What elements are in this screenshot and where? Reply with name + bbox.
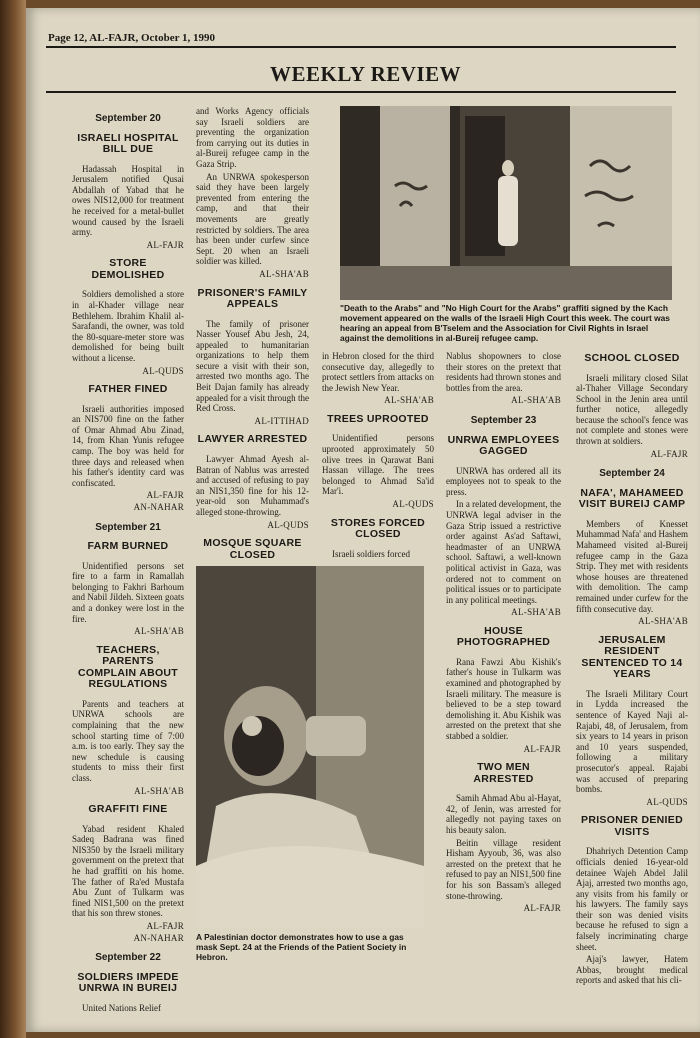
article-source: AL-QUDS bbox=[646, 796, 688, 807]
graffiti-photo bbox=[340, 106, 672, 300]
article-source: AN-NAHAR bbox=[133, 932, 184, 943]
article-source: AL-FAJR bbox=[650, 448, 688, 459]
article-source: AL-FAJR bbox=[523, 743, 561, 754]
article-text: Israeli soldiers forced bbox=[332, 548, 410, 559]
article-source: AL-FAJR bbox=[146, 920, 184, 931]
article-headline: TWO MEN ARRESTED bbox=[473, 761, 534, 785]
article-source: AL-SHA'AB bbox=[511, 395, 561, 406]
article-headline: FATHER FINED bbox=[88, 383, 168, 396]
book-binding bbox=[0, 0, 26, 1038]
article-source: AL-FAJR bbox=[146, 490, 184, 501]
article-headline: STORES FORCED CLOSED bbox=[330, 516, 426, 541]
article-text: UNRWA has ordered all its employees not to speak to the press. bbox=[446, 465, 561, 497]
article-text: United Nations Relief bbox=[82, 1002, 161, 1013]
article-text: and Works Agency officials say Israeli soldiers are preventing the organization from carrying out its duties in al-Bureij refugee camp in the Gaza Strip. bbox=[196, 106, 309, 169]
article-source: AL-SHA'AB bbox=[259, 268, 309, 279]
column-5 bbox=[576, 345, 688, 988]
article-text: Lawyer Ahmad Ayesh al-Batran of Nablus was arrested and accused of refusing to pay an NIS1,350 fine for his 12-year-old son Muhammad's alleged stone-throwing. bbox=[196, 453, 309, 517]
article-text: Israeli military closed Silat al-Thaher Village Secondary School in the Jenin area until further notice, allegedly because the school's fence was not complete and stones were thrown at soldiers. bbox=[576, 372, 688, 447]
article-text: Nablus shopowners to close their stores on the pretext that residents had thrown stones and bottles from the area. bbox=[446, 351, 561, 393]
article-headline: NAFA', MAHAMEED VISIT BUREIJ CAMP bbox=[578, 486, 686, 511]
article-text: Rana Fawzi Abu Kishik's father's house in Tulkarm was examined and photographed by Israeli military. The measure is believed to be a step toward demolishing it. Abu Kishik was arrested on the pretext that she stabbed a soldier. bbox=[446, 656, 561, 742]
article-headline: FARM BURNED bbox=[87, 540, 169, 553]
article-headline: GRAFFITI FINE bbox=[88, 803, 168, 816]
article-text: Beitin village resident Hisham Ayyoub, 36, was also arrested on the pretext that he refused to pay an NIS1,500 fine for his son Bassam's alleged stone-throwing. bbox=[446, 837, 561, 901]
article-headline: PRISONER DENIED VISITS bbox=[581, 814, 683, 838]
column-1 bbox=[72, 104, 184, 1015]
article-text: Members of Knesset Muhammad Nafa' and Hashem Mahameed visited al-Bureij refugee camp in the Gaza Strip. They met with residents whose houses are threatened with demolition. The camp remained under curfew for the fifth consecutive day. bbox=[576, 518, 688, 614]
article-source: AL-SHA'AB bbox=[384, 395, 434, 406]
article-headline: MOSQUE SQUARE CLOSED bbox=[203, 537, 302, 561]
article-text: Hadassah Hospital in Jerusalem notified Qusai Abdallah of Yabad that he owes NIS12,000 for treatment he received for a metal-bullet wound caused by the Israeli army. bbox=[72, 163, 184, 238]
article-headline: ISRAELI HOSPITAL BILL DUE bbox=[77, 131, 179, 156]
column-3 bbox=[322, 351, 434, 561]
article-text: in Hebron closed for the third consecutive day, allegedly to protect settlers from attacks on the Jewish New Year. bbox=[322, 351, 434, 393]
article-source: AN-NAHAR bbox=[133, 501, 184, 512]
article-text: An UNRWA spokesperson said they have been largely prevented from entering the camp, and that their movements are greatly restricted by soldiers. The area has been under curfew since Sept. 20 when an Israeli soldier was killed. bbox=[196, 171, 309, 267]
article-headline: SOLDIERS IMPEDE UNRWA IN BUREIJ bbox=[77, 970, 179, 995]
article-text: Dhahriych Detention Camp officials denied 16-year-old detainee Wajeh Abdel Jalil Ajaj, arrested two months ago, any visits from his family or his lawyers. The family says their son was denied visits because he refused to sign a falsely incriminating charge sheet. bbox=[576, 846, 688, 952]
bottom-photo-caption: A Palestinian doctor demonstrates how to use a gas mask Sept. 24 at the Friends of the Patient Society in Hebron. bbox=[196, 932, 407, 962]
article-headline: PRISONER'S FAMILY APPEALS bbox=[197, 286, 308, 310]
date-heading: September 24 bbox=[599, 468, 665, 480]
article-text: Yabad resident Khaled Sadeq Badrana was fined NIS350 by the Israeli military government on the pretext that he had graffiti on his home. The father of Ra'ed Mustafa Abu Zunt of Tulkarm was fined NIS1,500 on the pretext that his son threw stones. bbox=[72, 823, 184, 919]
article-headline: HOUSE PHOTOGRAPHED bbox=[456, 624, 551, 649]
article-source: AL-FAJR bbox=[146, 239, 184, 250]
article-text: Soldiers demolished a store in al-Khader village near Bethlehem. Ibrahim Khalil al-Sarafandi, the owner, was told the 80-square-meter store was demolished for being built without a license. bbox=[72, 289, 184, 363]
article-source: AL-SHA'AB bbox=[134, 785, 184, 796]
article-text: Israeli authorities imposed an NIS700 fine on the father of Omar Ahmad Abu Zinad, 14, from Khan Yunis refugee camp. The boy was held for three days and released when his father's identity card was confiscated. bbox=[72, 403, 184, 488]
date-heading: September 22 bbox=[95, 952, 161, 964]
article-headline: STORE DEMOLISHED bbox=[91, 257, 165, 281]
article-source: AL-QUDS bbox=[392, 499, 434, 510]
article-headline: LAWYER ARRESTED bbox=[197, 433, 308, 446]
article-text: In a related development, the UNRWA legal adviser in the Gaza Strip issued a restrictive order against As'ad Saftawi, headmaster of an UNRWA school. Saftawi, a well-known political activist in Gaza, was ordered not to comment on political issues or to participate in any political meetings. bbox=[446, 499, 561, 605]
page-header: Page 12, AL-FAJR, October 1, 1990 bbox=[48, 32, 216, 44]
article-text: Parents and teachers at UNRWA schools are complaining that the new school starting time of 7:00 a.m. is too early. They say the new schedule is causing students to miss their first class. bbox=[72, 698, 184, 783]
article-text: Samih Ahmad Abu al-Hayat, 42, of Jenin, was arrested for allegedly not paying taxes on his beauty salon. bbox=[446, 793, 561, 835]
article-source: AL-QUDS bbox=[267, 519, 309, 530]
gas-mask-photo bbox=[196, 566, 424, 928]
section-title: WEEKLY REVIEW bbox=[270, 62, 462, 86]
article-text: The Israeli Military Court in Lydda increased the sentence of Kayed Naji al-Rajabi, 48, of Jerusalem, from six years to 14 years in prison and 10 years suspended, following a military prosecutor's appeal. Rajabi was accused of preparing bombs. bbox=[576, 688, 688, 795]
column-2 bbox=[196, 106, 309, 592]
article-headline: SCHOOL CLOSED bbox=[584, 352, 680, 364]
date-heading: September 21 bbox=[95, 521, 161, 533]
article-source: AL-ITTIHAD bbox=[254, 415, 309, 426]
column-4 bbox=[446, 351, 561, 920]
article-source: AL-SHA'AB bbox=[134, 626, 184, 637]
article-headline: JERUSALEM RESIDENT SENTENCED TO 14 YEARS bbox=[581, 633, 683, 681]
date-heading: September 20 bbox=[95, 113, 161, 124]
article-headline: TEACHERS, PARENTS COMPLAIN ABOUT REGULATIONS bbox=[77, 643, 179, 691]
graffiti-wall-image bbox=[340, 106, 672, 300]
article-headline: TREES UPROOTED bbox=[327, 412, 429, 425]
gas-mask-image bbox=[196, 566, 424, 928]
article-text: Unidentified persons set fire to a farm in Ramallah belonging to Fakhri Barhoum and Nabil Jildeh. Sixteen goats and a donkey were lost in the fire. bbox=[72, 560, 184, 624]
top-photo-caption: "Death to the Arabs" and "No High Court for the Arabs" graffiti signed by the Kach movement appeared on the walls of the Israeli High Court this week. The court was hearing an appeal from B'Tselem and the Association for Civil Rights in Israel against the demolitions in al-Bureij refugee camp. bbox=[340, 303, 670, 343]
article-source: AL-FAJR bbox=[523, 903, 561, 914]
header-rule bbox=[46, 46, 676, 48]
article-headline: UNRWA EMPLOYEES GAGGED bbox=[447, 433, 560, 458]
article-text: The family of prisoner Nasser Yousef Abu Jesh, 24, appealed to humanitarian organizations to help them secure a visit with their son, arrested two months ago. The Beit Dajan family has already appealed for a visit through the Red Cross. bbox=[196, 318, 309, 414]
article-source: AL-SHA'AB bbox=[511, 607, 561, 618]
article-text: Unidentified persons uprooted approximately 50 olive trees in Qarawat Bani Hassan village. The trees belonged to Ahmad Sa'id Mar'i. bbox=[322, 433, 434, 497]
article-text: Ajaj's lawyer, Hatem Abbas, brought medical reports and asked that his cli- bbox=[576, 954, 688, 986]
title-rule bbox=[46, 91, 676, 93]
date-heading: September 23 bbox=[470, 414, 537, 426]
article-source: AL-SHA'AB bbox=[638, 616, 688, 627]
article-source: AL-QUDS bbox=[142, 365, 184, 376]
